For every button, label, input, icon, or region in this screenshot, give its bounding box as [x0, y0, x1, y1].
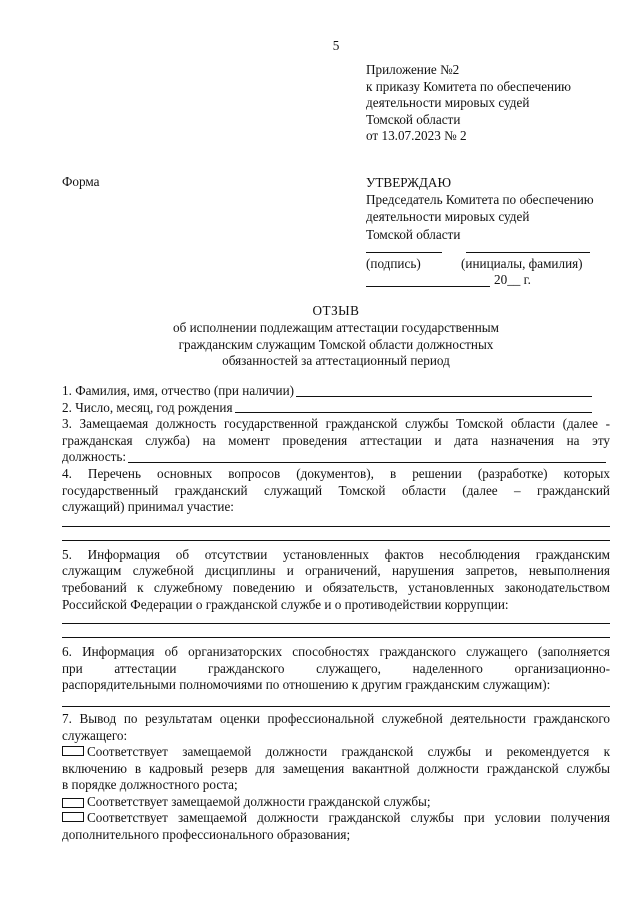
subtitle-line: об исполнении подлежащим аттестации государственным: [172, 320, 500, 335]
name-caption: (инициалы, фамилия): [461, 256, 583, 271]
item-position-last: [62, 449, 610, 466]
item-discipline-line: 5. Информация об отсутствии установленных фактов несоблюдения гражданским: [62, 546, 610, 562]
form-body: [62, 383, 610, 844]
subtitle-line: обязанностей за аттестационный период: [222, 353, 450, 369]
item-position-line: гражданская служба) на момент проведения аттестации и дата назначения на эту: [62, 432, 610, 448]
option-line: [62, 794, 610, 811]
item-conclusion-line: 7. Вывод по результатам оценки профессиональной служебной деятельности гражданского: [62, 710, 610, 726]
item-organizing-line: распорядительными полномочиями по отношению к другим гражданским служащим):: [62, 677, 551, 693]
appendix-line: деятельности мировых судей: [366, 95, 530, 111]
item-birth-date: [62, 400, 610, 417]
page-number: 5: [332, 38, 340, 53]
item-discipline-line: требований к служебному поведению и обязательств, установленных законодательством: [62, 579, 610, 595]
item-discipline-line: служащим служебной дисциплины и ограничений, нарушения запретов, невыполнения: [62, 563, 610, 579]
item-questions-line: государственный гражданский служащий Томской области (далее – гражданский: [62, 482, 610, 498]
item-label: 1. Фамилия, имя, отчество (при наличии): [62, 383, 295, 398]
document-subtitle: [0, 320, 640, 370]
signature-caption: (подпись): [366, 256, 421, 271]
item-full-name: [62, 383, 610, 400]
approval-line: деятельности мировых судей: [366, 209, 530, 225]
item-organizing-line: при аттестации гражданского служащего, наделенного организационно-: [62, 660, 610, 676]
option-text: Соответствует замещаемой должности гражданской службы;: [87, 793, 431, 809]
option-text: Соответствует замещаемой должности гражданской службы и рекомендуется к: [87, 744, 610, 760]
option-checkbox[interactable]: [62, 746, 84, 756]
option-checkbox[interactable]: [62, 798, 84, 808]
date-year: 20__ г.: [494, 272, 531, 287]
birth-date-field[interactable]: [235, 412, 592, 413]
option-text: Соответствует замещаемой должности гражданской службы при условии получения: [87, 810, 610, 826]
item-label: должность:: [62, 449, 127, 465]
approval-block: [366, 174, 594, 243]
form-label: Форма: [62, 174, 100, 189]
item-position-line: 3. Замещаемая должность государственной гражданской службы Томской области (далее -: [62, 416, 610, 432]
option-checkbox[interactable]: [62, 812, 84, 822]
appendix-reference: [366, 62, 571, 145]
item-questions-line: служащий) принимал участие:: [62, 499, 234, 515]
appendix-line: от 13.07.2023 № 2: [366, 128, 467, 144]
approval-line: Томской области: [366, 226, 461, 242]
item-label: 2. Число, месяц, год рождения: [62, 399, 233, 415]
name-line[interactable]: [466, 252, 590, 253]
date-line[interactable]: [366, 286, 490, 287]
option-line: [62, 744, 610, 761]
subtitle-line: гражданским служащим Томской области должностных: [178, 336, 494, 352]
approval-heading: УТВЕРЖДАЮ: [366, 175, 452, 190]
item-organizing-line: 6. Информация об организаторских способностях гражданского служащего (заполняется: [62, 644, 610, 660]
item-questions-line: 4. Перечень основных вопросов (документов), в решении (разработке) которых: [62, 465, 610, 481]
appendix-line: Томской области: [366, 111, 461, 127]
item-conclusion-line: служащего:: [62, 727, 128, 743]
item-discipline-line: Российской Федерации о гражданской службе и о противодействии коррупции:: [62, 596, 509, 612]
full-name-field[interactable]: [296, 396, 592, 397]
appendix-line: к приказу Комитета по обеспечению: [366, 78, 572, 94]
document-title: ОТЗЫВ: [312, 303, 360, 318]
approval-line: Председатель Комитета по обеспечению: [366, 192, 594, 208]
option-line: включению в кадровый резерв для замещения вакантной должности гражданской службы: [62, 760, 610, 776]
option-line: дополнительного профессионального образования;: [62, 827, 351, 843]
appendix-line: Приложение №2: [366, 62, 460, 77]
option-line: [62, 810, 610, 827]
option-line: в порядке должностного роста;: [62, 777, 238, 793]
signature-line[interactable]: [366, 252, 442, 253]
position-field[interactable]: [128, 462, 606, 463]
